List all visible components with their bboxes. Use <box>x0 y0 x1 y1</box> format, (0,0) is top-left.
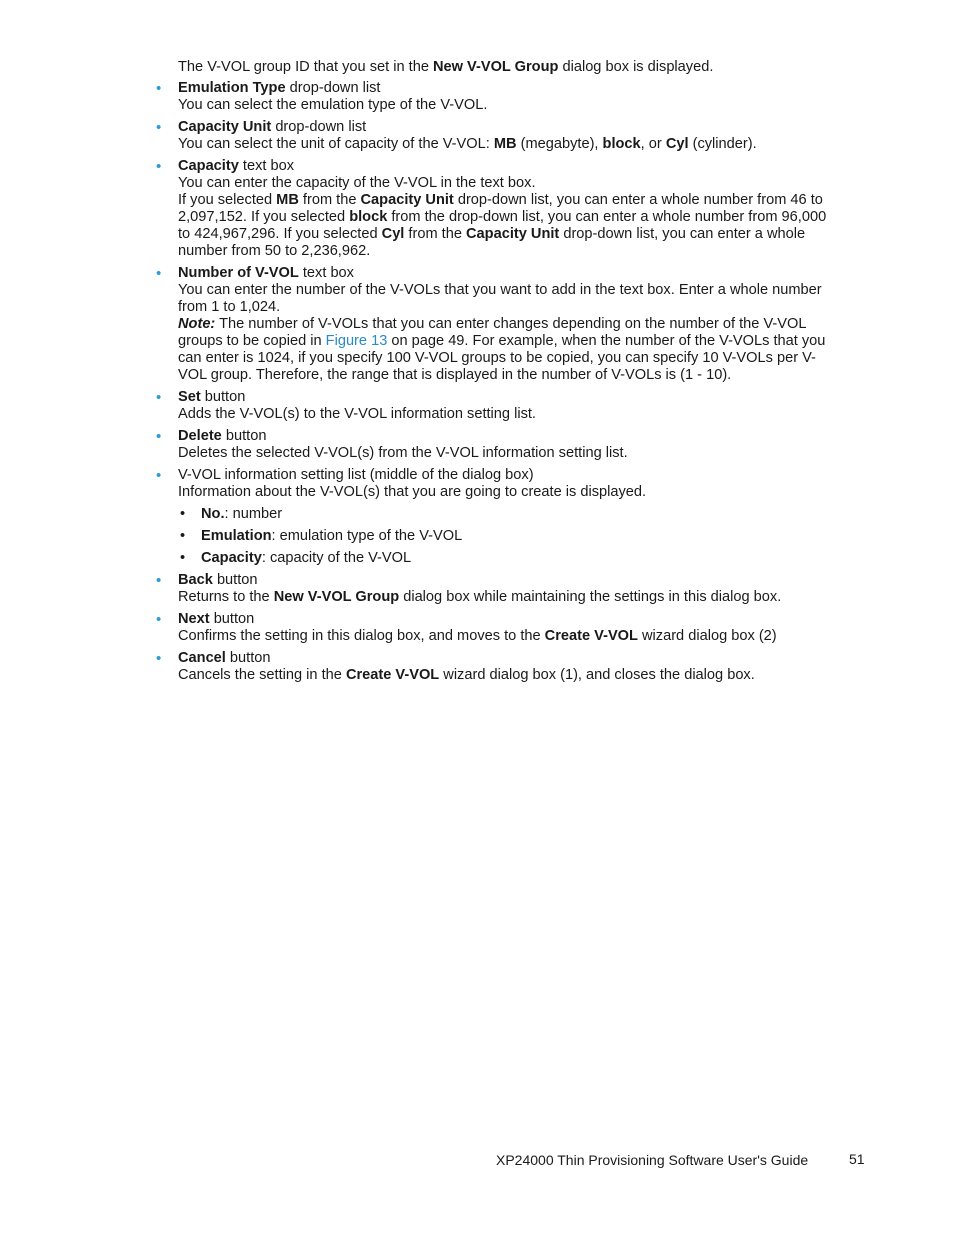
note-label: Note: <box>178 316 216 332</box>
column-emulation: • Emulation: emulation type of the V-VOL <box>178 528 833 545</box>
page-body <box>178 59 833 689</box>
figure-13-link[interactable]: Figure 13 <box>325 333 388 349</box>
item-capacity-unit: • Capacity Unit drop-down list You can select the unit of capacity of the V-VOL: MB (megabyte), block, or Cyl (cylinder). <box>178 119 833 153</box>
field-description-list <box>178 80 833 684</box>
item-capacity: • Capacity text box You can enter the capacity of the V-VOL in the text box. If you selected MB from the Capacity Unit drop-down list, you can enter a whole number from 46 to 2,097,152. If you selected block from the drop-down list, you can enter a whole number from 96,000 to 424,967,296. If you selected Cyl from the Capacity Unit drop-down list, you can enter a whole number from 50 to 2,236,962. <box>178 158 833 260</box>
item-back-button: • Back button Returns to the New V-VOL Group dialog box while maintaining the settings in this dialog box. <box>178 572 833 606</box>
item-delete-button: • Delete button Deletes the selected V-VOL(s) from the V-VOL information setting list. <box>178 428 833 462</box>
intro-paragraph: The V-VOL group ID that you set in the New V-VOL Group dialog box is displayed. <box>178 59 714 75</box>
page-number: 51 <box>849 1151 865 1167</box>
column-capacity: • Capacity: capacity of the V-VOL <box>178 550 833 567</box>
item-next-button: • Next button Confirms the setting in this dialog box, and moves to the Create V-VOL wizard dialog box (2) <box>178 611 833 645</box>
item-info-setting-list: • V-VOL information setting list (middle of the dialog box) Information about the V-VOL(s) that you are going to create is displayed. • No.: number • Emulation: emulation type of the V-VOL • Capacity: capacity of the V-VOL <box>178 467 833 567</box>
item-number-of-vvol: • Number of V-VOL text box You can enter the number of the V-VOLs that you want to add in the text box. Enter a whole number from 1 to 1,024. Note: The number of V-VOLs that you can enter changes depending on the number of the V-VOL groups to be copied in Figure 13 on page 49. For example, when the number of the V-VOLs that you can enter is 1024, if you specify 100 V-VOL groups to be copied, you can specify 10 V-VOLs per V-VOL group. Therefore, the range that is displayed in the number of V-VOLs is (1 - 10). <box>178 265 833 384</box>
footer-guide-title: XP24000 Thin Provisioning Software User's Guide <box>496 1152 809 1168</box>
column-no: • No.: number <box>178 506 833 523</box>
item-cancel-button: • Cancel button Cancels the setting in the Create V-VOL wizard dialog box (1), and closes the dialog box. <box>178 650 833 684</box>
item-set-button: • Set button Adds the V-VOL(s) to the V-VOL information setting list. <box>178 389 833 423</box>
item-emulation-type: • Emulation Type drop-down list You can select the emulation type of the V-VOL. <box>178 80 833 114</box>
info-list-columns <box>178 506 833 567</box>
